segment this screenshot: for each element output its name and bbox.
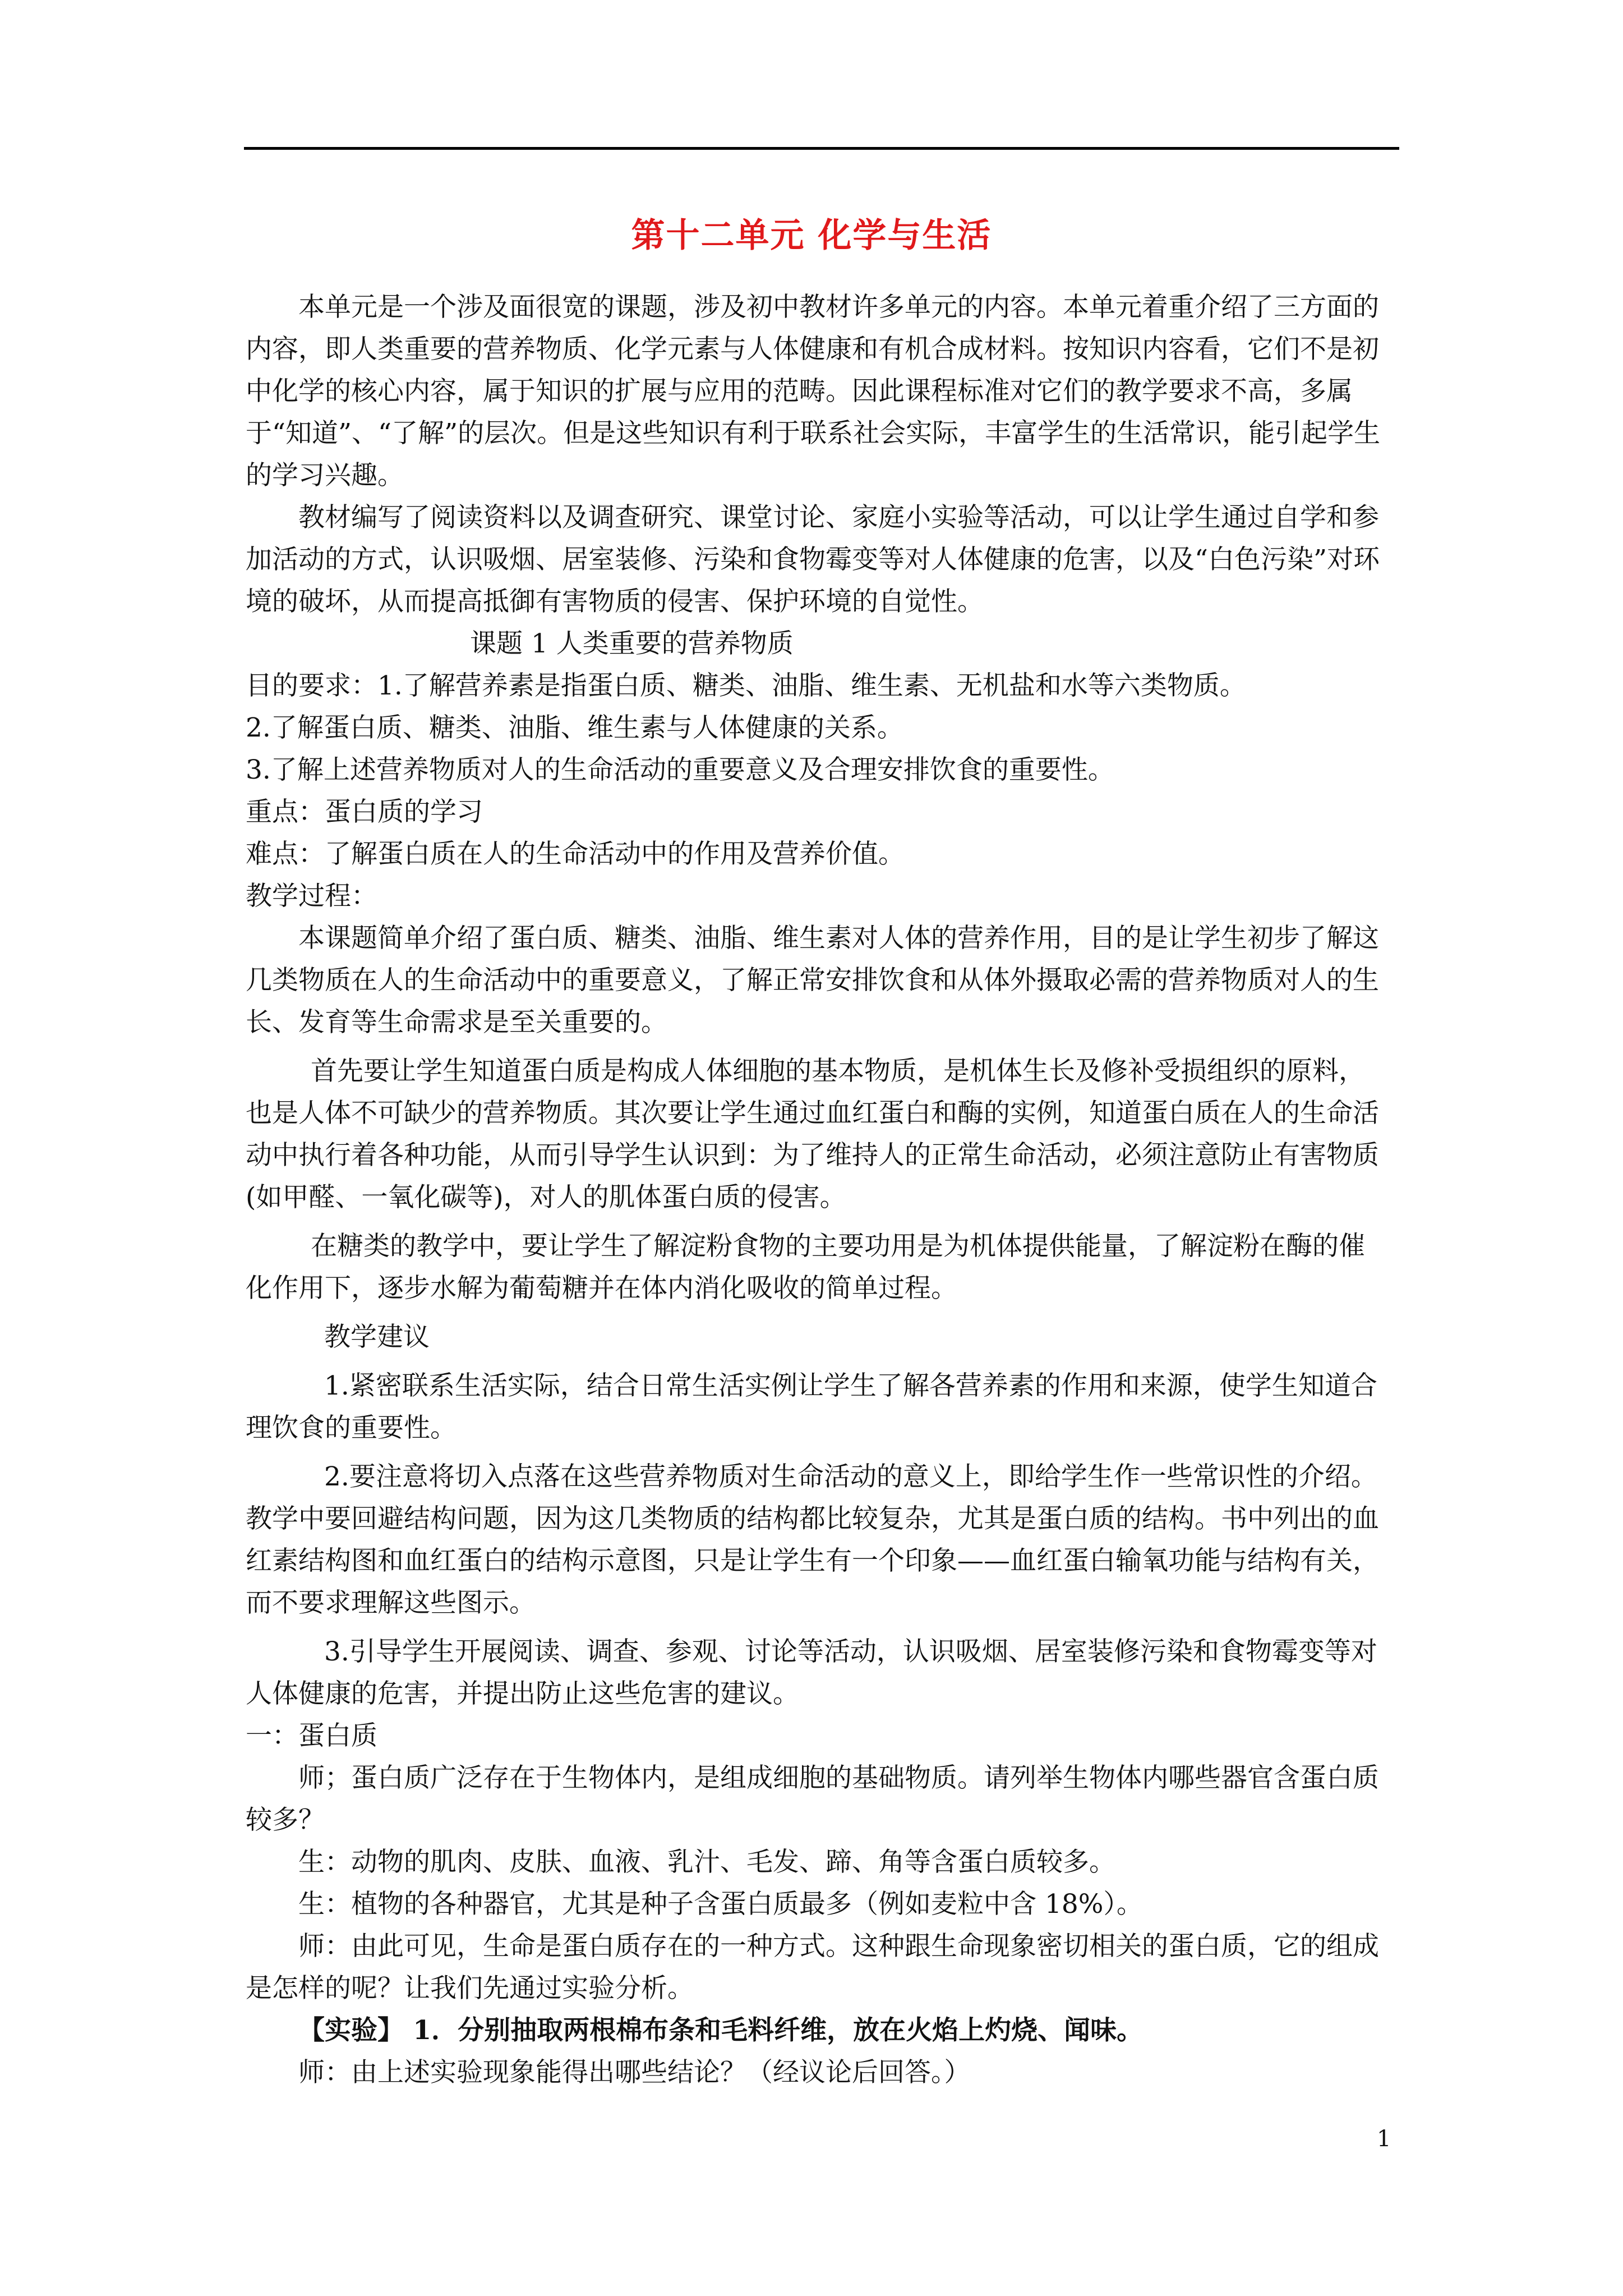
intro-paragraph: 本单元是一个涉及面很宽的课题，涉及初中教材许多单元的内容。本单元着重介绍了三方面的内容，即人类重要的营养物质、化学元素与人体健康和有机合成材料。按知识内容看，它们不是初中化学的核心内容，属于知识的扩展与应用的范畴。因此课程标准对它们的教学要求不高，多属于“知道”、“了解”的层次。但是这些知识有利于联系社会实际，丰富学生的生活常识，能引起学生的学习兴趣。 [246, 292, 1381, 491]
dialogue-line: 生：植物的各种器官，尤其是种子含蛋白质最多（例如麦粒中含 18%）。 [298, 1889, 1143, 1920]
dialogue-line: 师：由此可见，生命是蛋白质存在的一种方式。这种跟生命现象密切相关的蛋白质，它的组成是怎样的呢？让我们先通过实验分析。 [246, 1931, 1379, 2004]
lesson-subtitle: 课题 1 人类重要的营养物质 [470, 628, 794, 659]
page-number: 1 [1377, 2126, 1391, 2152]
header-rule [244, 147, 1399, 150]
section-heading: 一：蛋白质 [246, 1720, 377, 1751]
process-paragraph: 首先要让学生知道蛋白质是构成人体细胞的基本物质，是机体生长及修补受损组织的原料，也是人体不可缺少的营养物质。其次要让学生通过血红蛋白和酶的实例，知道蛋白质在人的生命活动中执行着各种功能，从而引导学生认识到：为了维持人的正常生命活动，必须注意防止有害物质(如甲醛、一氧化碳等)，对人的肌体蛋白质的侵害。 [246, 1056, 1379, 1213]
suggestion-item: 1.紧密联系生活实际，结合日常生活实例让学生了解各营养素的作用和来源，使学生知道合理饮食的重要性。 [246, 1370, 1377, 1443]
process-paragraph: 本课题简单介绍了蛋白质、糖类、油脂、维生素对人体的营养作用，目的是让学生初步了解这几类物质在人的生命活动中的重要意义，了解正常安排饮食和从体外摄取必需的营养物质对人的生长、发育等生命需求是至关重要的。 [246, 923, 1379, 1038]
difficulty: 难点：了解蛋白质在人的生命活动中的作用及营养价值。 [246, 839, 905, 869]
document-body [246, 286, 1390, 2093]
goal-line: 2.了解蛋白质、糖类、油脂、维生素与人体健康的关系。 [246, 712, 903, 743]
goal-line: 目的要求：1.了解营养素是指蛋白质、糖类、油脂、维生素、无机盐和水等六类物质。 [246, 670, 1246, 701]
suggestion-item: 2.要注意将切入点落在这些营养物质对生命活动的意义上，即给学生作一些常识性的介绍。教学中要回避结构问题，因为这几类物质的结构都比较复杂，尤其是蛋白质的结构。书中列出的血红素结构图和血红蛋白的结构示意图，只是让学生有一个印象——血红蛋白输氧功能与结构有关，而不要求理解这些图示。 [246, 1461, 1379, 1618]
experiment-line: 【实验】 1．分别抽取两根棉布条和毛料纤维，放在火焰上灼烧、闻味。 [298, 2015, 1144, 2046]
closing-line: 师：由上述实验现象能得出哪些结论？（经议论后回答。） [298, 2057, 971, 2088]
suggestion-item: 3.引导学生开展阅读、调查、参观、讨论等活动，认识吸烟、居室装修污染和食物霉变等对人体健康的危害，并提出防止这些危害的建议。 [246, 1636, 1377, 1709]
key-point: 重点：蛋白质的学习 [246, 797, 483, 827]
goal-line: 3.了解上述营养物质对人的生命活动的重要意义及合理安排饮食的重要性。 [246, 754, 1114, 785]
dialogue-line: 生：动物的肌肉、皮肤、血液、乳汁、毛发、蹄、角等含蛋白质较多。 [298, 1847, 1115, 1878]
suggestions-label: 教学建议 [324, 1322, 430, 1352]
process-label: 教学过程： [246, 881, 377, 912]
intro-paragraph: 教材编写了阅读资料以及调查研究、课堂讨论、家庭小实验等活动，可以让学生通过自学和参加活动的方式，认识吸烟、居室装修、污染和食物霉变等对人体健康的危害，以及“白色污染”对环境的破坏，从而提高抵御有害物质的侵害、保护环境的自觉性。 [246, 502, 1380, 617]
process-paragraph: 在糖类的教学中，要让学生了解淀粉食物的主要功用是为机体提供能量，了解淀粉在酶的催化作用下，逐步水解为葡萄糖并在体内消化吸收的简单过程。 [246, 1231, 1365, 1304]
dialogue-line: 师；蛋白质广泛存在于生物体内，是组成细胞的基础物质。请列举生物体内哪些器官含蛋白质较多？ [246, 1763, 1379, 1835]
document-title: 第十二单元 化学与生活 [631, 216, 992, 255]
